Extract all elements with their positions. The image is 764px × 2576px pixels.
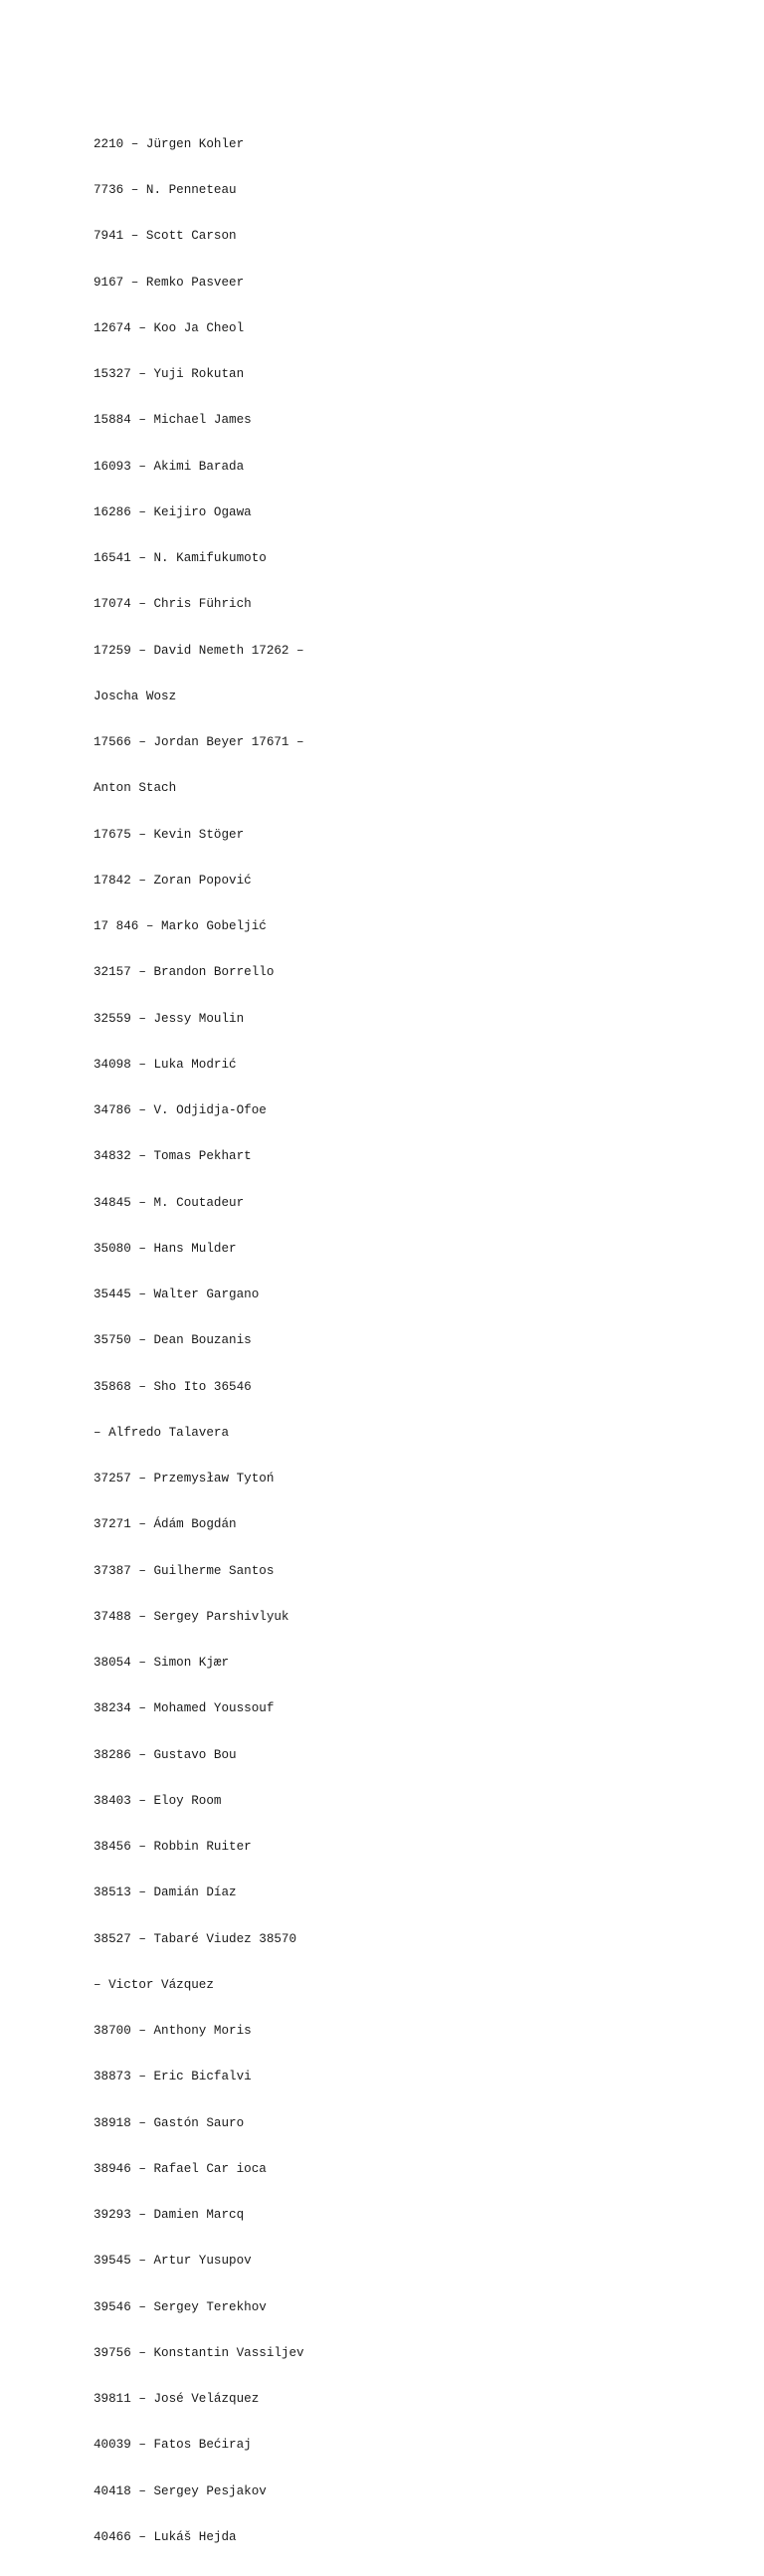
text-line: 39811 – José Velázquez <box>94 2392 260 2407</box>
text-line: – Alfredo Talavera <box>94 1425 230 1440</box>
text-line: 37257 – Przemysław Tytoń <box>94 1472 275 1486</box>
text-line: 17566 – Jordan Beyer 17671 – <box>94 735 304 750</box>
text-line: 37488 – Sergey Parshivlyuk <box>94 1609 289 1624</box>
text-line: 38527 – Tabaré Viudez 38570 <box>94 1931 297 1946</box>
text-line: 37271 – Ádám Bogdán <box>94 1517 237 1532</box>
text-line: 37387 – Guilherme Santos <box>94 1563 275 1578</box>
text-line: 17074 – Chris Führich <box>94 597 252 612</box>
text-line: 39546 – Sergey Terekhov <box>94 2299 267 2314</box>
text-line: 38234 – Mohamed Youssouf <box>94 1701 275 1716</box>
text-line: 32559 – Jessy Moulin <box>94 1011 245 1026</box>
text-line: 38700 – Anthony Moris <box>94 2024 252 2039</box>
text-line: – Victor Vázquez <box>94 1977 214 1992</box>
text-line: 38946 – Rafael Car ioca <box>94 2161 267 2176</box>
text-line: 34098 – Luka Modrić <box>94 1057 237 1072</box>
text-line: 17259 – David Nemeth 17262 – <box>94 643 304 658</box>
text-line: 16541 – N. Kamifukumoto <box>94 551 267 566</box>
player-number-list <box>94 106 690 2576</box>
text-line: 35445 – Walter Gargano <box>94 1288 260 1302</box>
text-line: 12674 – Koo Ja Cheol <box>94 320 245 335</box>
text-line: 17675 – Kevin Stöger <box>94 827 245 842</box>
text-line: 38513 – Damián Díaz <box>94 1885 237 1900</box>
text-line: Anton Stach <box>94 781 177 796</box>
text-line: 34845 – M. Coutadeur <box>94 1195 245 1210</box>
text-line: 38286 – Gustavo Bou <box>94 1747 237 1762</box>
text-line: 39545 – Artur Yusupov <box>94 2254 252 2269</box>
text-line: 9167 – Remko Pasveer <box>94 275 245 290</box>
text-line: 17842 – Zoran Popović <box>94 873 252 888</box>
text-line: 35080 – Hans Mulder <box>94 1241 237 1256</box>
text-line: 39293 – Damien Marcq <box>94 2208 245 2223</box>
text-line: 38873 – Eric Bicfalvi <box>94 2070 252 2084</box>
text-line: 38918 – Gastón Sauro <box>94 2115 245 2130</box>
text-line: 38456 – Robbin Ruiter <box>94 1840 252 1855</box>
text-line: 34832 – Tomas Pekhart <box>94 1149 252 1164</box>
text-line: 38054 – Simon Kjær <box>94 1656 230 1671</box>
text-line: 7736 – N. Penneteau <box>94 183 237 198</box>
text-line: 32157 – Brandon Borrello <box>94 965 275 980</box>
text-line: 35868 – Sho Ito 36546 <box>94 1379 252 1394</box>
text-line: 40466 – Lukáš Hejda <box>94 2529 237 2544</box>
text-line: 34786 – V. Odjidja-Ofoe <box>94 1103 267 1118</box>
text-line: 38403 – Eloy Room <box>94 1793 222 1808</box>
text-line: 17 846 – Marko Gobeljić <box>94 919 267 934</box>
text-line: 40418 – Sergey Pesjakov <box>94 2483 267 2498</box>
text-line: 39756 – Konstantin Vassiljev <box>94 2345 304 2360</box>
text-line: 15884 – Michael James <box>94 413 252 428</box>
text-line: 7941 – Scott Carson <box>94 229 237 244</box>
text-line: 15327 – Yuji Rokutan <box>94 367 245 382</box>
text-line: 35750 – Dean Bouzanis <box>94 1333 252 1348</box>
text-line: Joscha Wosz <box>94 689 177 703</box>
text-line: 2210 – Jürgen Kohler <box>94 136 245 151</box>
text-line: 40039 – Fatos Bećiraj <box>94 2438 252 2453</box>
text-line: 16093 – Akimi Barada <box>94 459 245 474</box>
text-line: 16286 – Keijiro Ogawa <box>94 504 252 519</box>
